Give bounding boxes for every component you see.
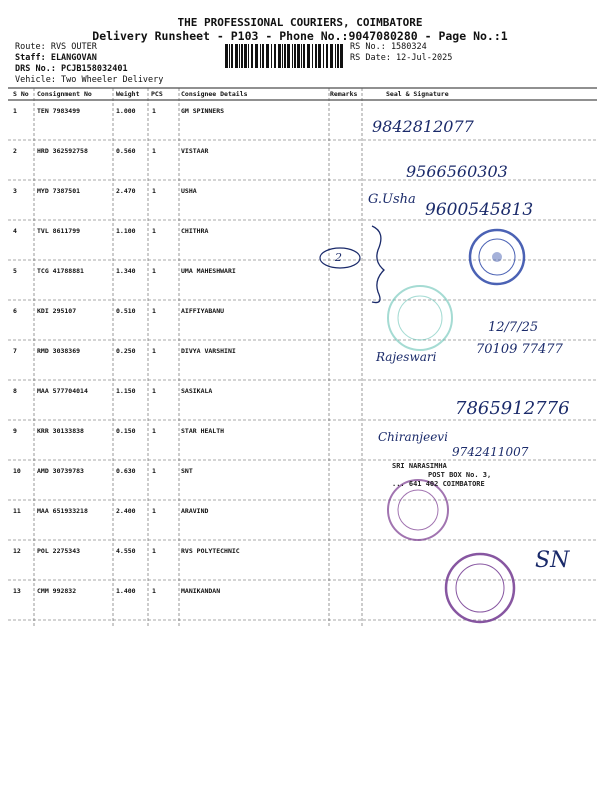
cell-sno: 1 — [13, 107, 17, 115]
route-field: Route: RVS OUTER — [15, 42, 97, 52]
cell-consignment: AMD 30739783 — [37, 467, 84, 475]
cell-pcs: 1 — [152, 187, 156, 195]
cell-sno: 6 — [13, 307, 17, 315]
cell-consignee: VISTAAR — [181, 147, 209, 155]
cell-weight: 2.470 — [116, 187, 136, 195]
cell-consignment: HRD 362592758 — [37, 147, 88, 155]
cell-sno: 10 — [13, 467, 21, 475]
stamp-line: POST BOX No. 3, — [428, 471, 492, 479]
column-header-consignment: Consignment No — [37, 90, 92, 98]
cell-pcs: 1 — [152, 587, 156, 595]
seal-row6 — [388, 286, 452, 350]
cell-pcs: 1 — [152, 147, 156, 155]
cell-consignee: DIVYA VARSHINI — [181, 347, 236, 355]
handwritten-name-row7: Rajeswari — [376, 350, 437, 364]
handwritten-phone-row7: 70109 77477 — [476, 342, 563, 357]
cell-consignment: MAA 577704014 — [37, 387, 88, 395]
cell-weight: 1.100 — [116, 227, 136, 235]
cell-consignee: USHA — [181, 187, 197, 195]
cell-sno: 13 — [13, 587, 21, 595]
cell-pcs: 1 — [152, 467, 156, 475]
cell-consignee: SASIKALA — [181, 387, 213, 395]
rs-date-field: RS Date: 12-Jul-2025 — [350, 53, 453, 63]
cell-weight: 1.400 — [116, 587, 136, 595]
cell-consignment: RMD 3038369 — [37, 347, 81, 355]
column-header-sno: S No — [13, 90, 29, 98]
cell-consignee: AIFFIYABANU — [181, 307, 225, 315]
cell-sno: 9 — [13, 427, 17, 435]
cell-consignee: STAR HEALTH — [181, 427, 225, 435]
cell-sno: 11 — [13, 507, 21, 515]
cell-consignment: TVL 8611799 — [37, 227, 81, 235]
cell-weight: 0.250 — [116, 347, 136, 355]
cell-sno: 3 — [13, 187, 17, 195]
staff-field: Staff: ELANGOVAN — [15, 53, 97, 63]
cell-weight: 0.510 — [116, 307, 136, 315]
cell-consignee: SNT — [181, 467, 193, 475]
college-seal-row5 — [470, 230, 524, 284]
cell-weight: 1.340 — [116, 267, 136, 275]
handwritten-phone-row9: 9742411007 — [452, 445, 529, 459]
handwritten-phone-row8: 7865912776 — [455, 398, 570, 419]
stamp-line: ... 641 402 COIMBATORE — [392, 480, 485, 488]
cell-pcs: 1 — [152, 547, 156, 555]
cell-weight: 1.000 — [116, 107, 136, 115]
cell-pcs: 1 — [152, 227, 156, 235]
cell-sno: 8 — [13, 387, 17, 395]
cell-weight: 0.560 — [116, 147, 136, 155]
stamp-line: SRI NARASIMHA — [392, 462, 447, 470]
seal-row11 — [388, 480, 448, 540]
cell-consignment: TEN 7983499 — [37, 107, 81, 115]
column-header-weight: Weight — [116, 90, 140, 98]
cell-sno: 5 — [13, 267, 17, 275]
handwritten-phone-row1: 9842812077 — [372, 117, 474, 136]
cell-consignee: MANIKANDAN — [181, 587, 221, 595]
cell-consignee: UMA MAHESHWARI — [181, 267, 236, 275]
column-header-consignee: Consignee Details — [181, 90, 248, 98]
remark-brace — [372, 226, 384, 303]
cell-consignment: TCG 41788881 — [37, 267, 84, 275]
company-stamp-row10 — [392, 462, 491, 489]
handwritten-date-row6: 12/7/25 — [488, 320, 539, 335]
cell-weight: 2.400 — [116, 507, 136, 515]
column-header-seal-signature: Seal & Signature — [386, 90, 449, 98]
cell-weight: 0.150 — [116, 427, 136, 435]
cell-consignee: RVS POLYTECHNIC — [181, 547, 240, 555]
cell-consignment: CMM 992832 — [37, 587, 77, 595]
handwritten-name-row9: Chiranjeevi — [378, 430, 448, 444]
cell-consignment: MAA 651933218 — [37, 507, 88, 515]
column-header-remarks: Remarks — [330, 90, 358, 98]
cell-pcs: 1 — [152, 387, 156, 395]
remark-circle-number: 2 — [335, 251, 342, 264]
cell-consignment: KRR 30133838 — [37, 427, 84, 435]
document-title: THE PROFESSIONAL COURIERS, COIMBATORE — [177, 16, 423, 29]
cell-pcs: 1 — [152, 507, 156, 515]
cell-pcs: 1 — [152, 267, 156, 275]
cell-consignment: POL 2275343 — [37, 547, 81, 555]
handwritten-phone-row2: 9566560303 — [406, 162, 508, 181]
drs-number-field: DRS No.: PCJB158032401 — [15, 64, 128, 74]
handwritten-name-row3: G.Usha — [368, 192, 416, 207]
handwritten-phone-row3: 9600545813 — [425, 200, 534, 220]
cell-sno: 7 — [13, 347, 17, 355]
cell-weight: 0.630 — [116, 467, 136, 475]
cell-weight: 1.150 — [116, 387, 136, 395]
cell-consignee: CHITHRA — [181, 227, 209, 235]
cell-sno: 12 — [13, 547, 21, 555]
document-subtitle: Delivery Runsheet - P103 - Phone No.:9047080280 - Page No.:1 — [92, 29, 508, 43]
college-seal-row12 — [446, 554, 514, 622]
rs-number-field: RS No.: 1580324 — [350, 42, 427, 52]
cell-pcs: 1 — [152, 427, 156, 435]
vehicle-field: Vehicle: Two Wheeler Delivery — [15, 75, 164, 85]
cell-consignment: KDI 295107 — [37, 307, 77, 315]
cell-consignee: ARAVIND — [181, 507, 209, 515]
cell-pcs: 1 — [152, 347, 156, 355]
cell-sno: 2 — [13, 147, 17, 155]
handwritten-initials-row12: SN — [535, 548, 570, 573]
cell-sno: 4 — [13, 227, 17, 235]
column-header-pcs: PCS — [151, 90, 163, 98]
cell-weight: 4.550 — [116, 547, 136, 555]
cell-pcs: 1 — [152, 107, 156, 115]
cell-pcs: 1 — [152, 307, 156, 315]
cell-consignment: MYD 7387501 — [37, 187, 81, 195]
cell-consignee: GM SPINNERS — [181, 107, 225, 115]
